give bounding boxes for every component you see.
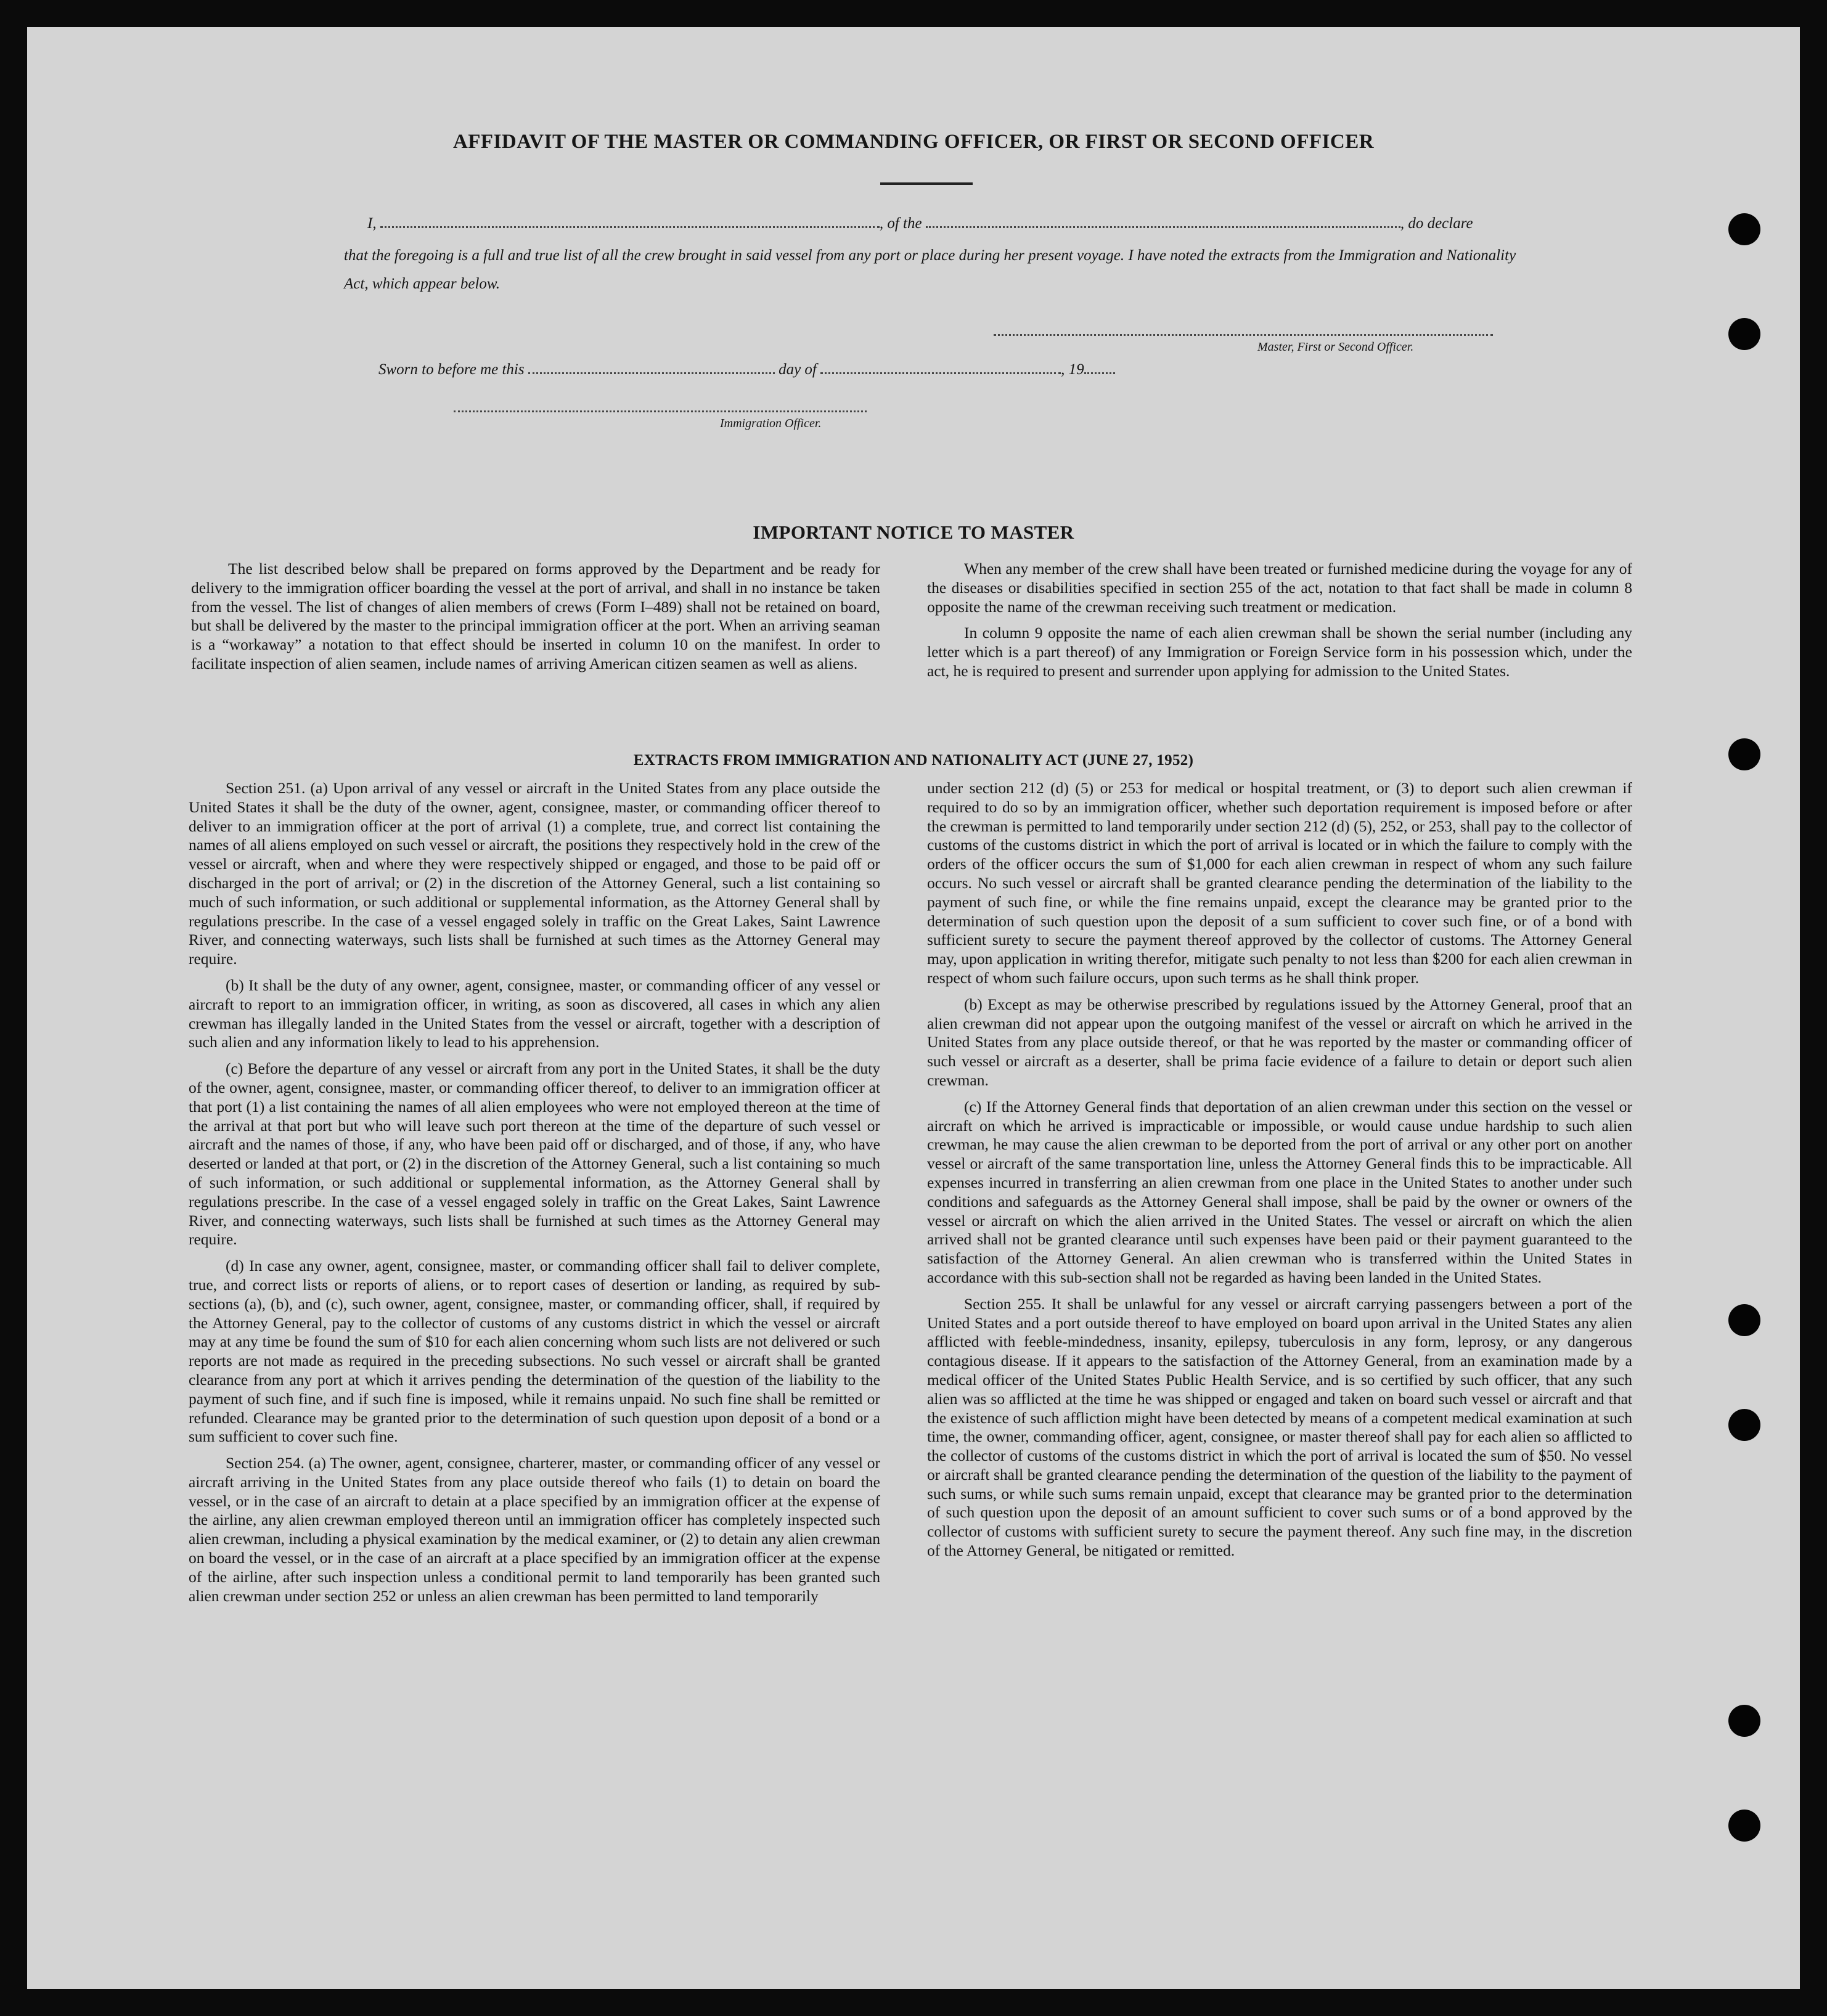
declarant-name-field[interactable] [380,214,880,228]
declarant-prefix: I, [367,215,377,232]
notice-paragraph: The list described below shall be prepared on forms approved by the Department and be ready for delivery to the immigration officer boarding the vessel at the port of arrival, and shall in no instance be taken from the vessel. The list of changes of alien members of crews (Form I–489) shall not be retained on board, but shall be delivered by the master to the principal immigration officer at the port. When an arriving seaman is a “workaway” a notation to that effect should be inserted in column 10 on the manifest. In order to facilitate inspection of alien seamen, include names of arriving American citizen seamen as well as aliens. [191,560,880,672]
punch-hole [1728,213,1760,245]
extracts-title: EXTRACTS FROM IMMIGRATION AND NATIONALITY ACT (JUNE 27, 1952) [633,752,1194,769]
section-251a: Section 251. (a) Upon arrival of any vessel or aircraft in the United States from any place outside the United States it shall be the duty of the owner, agent, consignee, master, or commanding officer thereof to deliver to an immigration officer at the port of arrival (1) a complete, true, and correct list containing the names of all aliens employed on such vessel or aircraft, the positions they respectively hold in the crew of the vessel or aircraft, when and where they were respectively shipped or engaged, and those to be paid off or discharged in the port of arrival; or (2) in the discretion of the Attorney General, such a list containing so much of such information, or such additional or supplemental information, as the Attorney General shall by regulations prescribe. In the case of a vessel engaged solely in traffic on the Great Lakes, Saint Lawrence River, and connecting waterways, such lists shall be furnished at such times as the Attorney General may require. [189,779,880,968]
sworn-line [378,360,1241,378]
section-251d: (d) In case any owner, agent, consignee, master, or commanding officer shall fail to deliver complete, true, and correct lists or reports of aliens, or to report cases of desertion or landing, as required by sub-sections (a), (b), and (c), such owner, agent, consignee, master, or commanding officer, shall, if required by the Attorney General, pay to the collector of customs of any customs district in which the vessel or aircraft may at any time be found the sum of $10 for each alien concerning whom such lists are not delivered or such reports are not made as required in the preceding subsections. No such vessel or aircraft shall be granted clearance from any port at which it arrives pending the determination of the question of the liability to the payment of such fine, and if such fine is imposed, while it remains unpaid. No such fine shall be remitted or refunded. Clearance may be granted prior to the determination of such question upon deposit of a bond or a sum sufficient to cover such fine. [189,1257,880,1446]
do-declare-label: , do declare [1400,215,1473,232]
notice-title: IMPORTANT NOTICE TO MASTER [753,521,1074,543]
notice-paragraph: In column 9 opposite the name of each alien crewman shall be shown the serial number (including any letter which is a part thereof) of any Immigration or Foreign Service form in his possession which, under the act, he is required to present and surrender upon applying for admission to the United States. [927,624,1632,680]
section-251b: (b) It shall be the duty of any owner, agent, consignee, master, or commanding officer of any vessel or aircraft to report to an immigration officer, in writing, as soon as discovered, all cases in which any alien crewman has illegally landed in the United States from the vessel or aircraft, together with a description of such alien and any information likely to lead to his apprehension. [189,976,880,1051]
document-page [27,27,1800,1989]
officer-caption: Immigration Officer. [720,417,822,430]
master-caption: Master, First or Second Officer. [1257,340,1414,354]
notice-left-column [191,560,880,674]
notice-right-column [927,560,1632,681]
sworn-prefix: Sworn to before me this [378,361,525,378]
year-prefix: , 19 [1061,361,1084,378]
extracts-right-column [927,779,1632,1561]
notice-paragraph: When any member of the crew shall have been treated or furnished medicine during the voyage for any of the diseases or disabilities specified in section 255 of the act, notation to that fact shall be made in column 8 opposite the name of the crewman receiving such treatment or medication. [927,560,1632,616]
affidavit-title: AFFIDAVIT OF THE MASTER OR COMMANDING OFFICER, OR FIRST OR SECOND OFFICER [452,131,1375,153]
punch-hole [1728,1409,1760,1441]
master-signature-line[interactable] [994,334,1493,336]
punch-hole [1728,1705,1760,1737]
section-255: Section 255. It shall be unlawful for any vessel or aircraft carrying passengers between a port of the United States and a port outside thereof to have employed on board upon arrival in the United States any alien afflicted with feeble-mindedness, insanity, epilepsy, tuberculosis in any form, leprosy, or any dangerous contagious disease. If it appears to the satisfaction of the Attorney General, from an examination made by a medical officer of the United States Public Health Service, and is so certified by such officer, that any such alien was so afflicted at the time he was shipped or engaged and taken on board such vessel or aircraft and that the existence of such affliction might have been detected by means of a competent medical examination at such time, the owner, commanding officer, agent, consignee, or master thereof shall pay for each alien so afflicted to the collector of customs of the customs district in which the port of arrival is located the sum of $50. No vessel or aircraft shall be granted clearance pending the determination of the question of the liability to the payment of such sums, or while such sums remain unpaid, except that clearance may be granted prior to the determination of such question upon the deposit of an amount sufficient to cover such sums or of a bond approved by the collector of customs with sufficient surety to secure the payment thereof. Any such fine may, in the discretion of the Attorney General, be nitigated or remitted. [927,1294,1632,1560]
sworn-day-field[interactable] [528,360,775,374]
punch-hole [1728,1810,1760,1842]
declaration-line [367,214,1514,232]
vessel-name-field[interactable] [926,214,1400,228]
section-254b: (b) Except as may be otherwise prescribed by regulations issued by the Attorney General, proof that an alien crewman did not appear upon the outgoing manifest of the vessel or aircraft on which he arrived in the United States from any place outside thereof, or that he was reported by the master or commanding officer of such vessel or aircraft as a deserter, shall be prima facie evidence of a failure to detain or deport such alien crewman. [927,995,1632,1089]
day-of-label: day of [779,361,817,378]
section-254a: Section 254. (a) The owner, agent, consignee, charterer, master, or commanding officer of any vessel or aircraft arriving in the United States from any place outside thereof who fails (1) to detain on board the vessel, or in the case of an aircraft to detain at a place specified by an immigration officer at the expense of the airline, any alien crewman employed thereon until an immigration officer has completely inspected such alien crewman, including a physical examination by the medical examiner, or (2) to detain any alien crewman on board the vessel, or in the case of an aircraft at a place specified by an immigration officer at the expense of the airline, after such inspection unless a conditional permit to land temporarily has been granted such alien crewman under section 252 or unless an alien crewman has been permitted to land temporarily [189,1454,880,1605]
section-254c: (c) If the Attorney General finds that deportation of an alien crewman under this section on the vessel or aircraft on which he arrived is impracticable or impossible, or would cause undue hardship to such alien crewman, he may cause the alien crewman to be deported from the port of arrival or any other port on another vessel or aircraft of the same transportation line, unless the Attorney General finds this to be impracticable. All expenses incurred in transferring an alien crewman from one place in the United States to another under such conditions and safeguards as the Attorney General shall impose, shall be paid by the owner or owners of the vessel or aircraft on which the alien arrived in the United States. The vessel or aircraft on which the alien arrived shall not be granted clearance until such expenses have been paid or their payment guaranteed to the satisfaction of the Attorney General. An alien crewman who is transferred within the United States in accordance with this sub-section shall not be regarded as having been landed in the United States. [927,1097,1632,1286]
officer-signature-line[interactable] [454,410,867,412]
declaration-statement: that the foregoing is a full and true list of all the crew brought in said vessel from any port or place during her present voyage. I have noted the extracts from the Immigration and Nationality Act, which appear below. [344,247,1516,292]
sworn-month-field[interactable] [820,360,1061,374]
section-251c: (c) Before the departure of any vessel or aircraft from any port in the United States, it shall be the duty of the owner, agent, consignee, master, or commanding officer thereof, to deliver to an immigration officer at that port (1) a list containing the names of all alien employees who were not employed thereon at the time of the arrival at that port but who will leave such port thereon at the time of the departure of such vessel or aircraft and the names of those, if any, who have been paid off or discharged, and of those, if any, who have deserted or landed at that port, or (2) in the discretion of the Attorney General, such a list containing so much of such information, or such additional or supplemental information, as the Attorney General shall by regulations prescribe. In the case of a vessel engaged solely in traffic on the Great Lakes, Saint Lawrence River, and connecting waterways, such lists shall be furnished at such times as the Attorney General may require. [189,1059,880,1249]
title-divider [880,182,973,185]
punch-hole [1728,1304,1760,1336]
of-the-label: , of the [879,215,922,232]
punch-hole [1728,318,1760,350]
section-254a-continued: under section 212 (d) (5) or 253 for medical or hospital treatment, or (3) to deport such alien crewman if required to do so by an immigration officer, whether such deportation requirement is imposed before or after the crewman is permitted to land temporarily under section 212 (d) (5), 252, or 253, shall pay to the collector of customs of the customs district in which the port of arrival is located or in which the failure to comply with the orders of the officer occurs the sum of $1,000 for each alien crewman in respect of whom any such failure occurs. No such vessel or aircraft shall be granted clearance pending the determination of the liability to the payment of such fine, or while the fine remains unpaid, except the clearance may be granted prior to the determination of such question upon the deposit of a sum sufficient to cover such fine, or of a bond with sufficient surety to secure the payment thereof approved by the collector of customs. The Attorney General may, upon application in writing therefor, mitigate such penalty to not less than $200 for each alien crewman in respect of whom such failure occurs, upon such terms as he shall think proper. [927,779,1632,987]
sworn-year-field[interactable] [1084,360,1115,374]
extracts-left-column [189,779,880,1606]
